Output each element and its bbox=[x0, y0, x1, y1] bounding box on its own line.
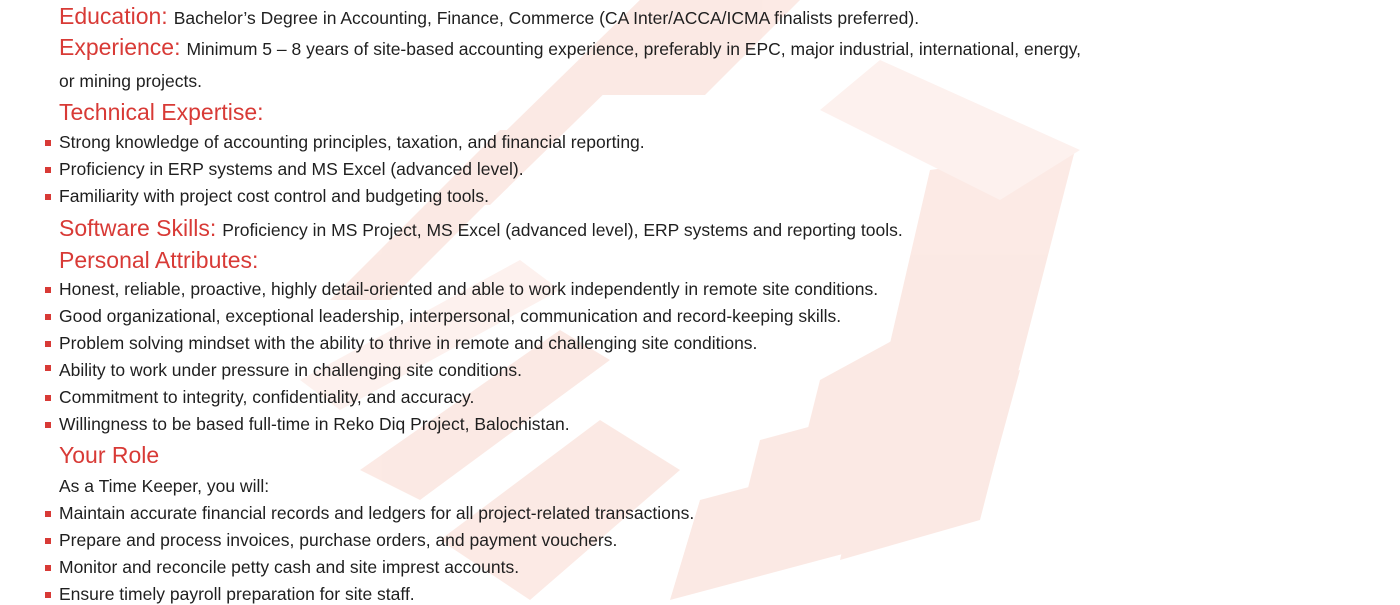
list-item: Honest, reliable, proactive, highly detail-oriented and able to work independently in remote site conditions. bbox=[59, 279, 879, 299]
list-item: Problem solving mindset with the ability to thrive in remote and challenging site conditions. bbox=[59, 333, 758, 353]
list-item: Familiarity with project cost control and budgeting tools. bbox=[59, 186, 489, 206]
education-line bbox=[59, 3, 919, 30]
bullet-marker bbox=[45, 167, 51, 173]
experience-continuation: or mining projects. bbox=[59, 71, 202, 91]
bullet-marker bbox=[45, 287, 51, 293]
experience-text: Minimum 5 – 8 years of site-based accounting experience, preferably in EPC, major industrial, international, energy, bbox=[186, 39, 1082, 59]
bullet-marker bbox=[45, 341, 51, 347]
personal-attributes-heading: Personal Attributes: bbox=[59, 247, 259, 273]
bullet-marker bbox=[45, 592, 51, 598]
software-skills-label: Software Skills: bbox=[59, 215, 217, 241]
software-skills-text: Proficiency in MS Project, MS Excel (advanced level), ERP systems and reporting tools. bbox=[222, 220, 903, 240]
bullet-marker bbox=[45, 538, 51, 544]
technical-expertise-heading: Technical Expertise: bbox=[59, 99, 264, 125]
software-skills-line bbox=[59, 215, 903, 242]
list-item: Good organizational, exceptional leadership, interpersonal, communication and record-keeping skills. bbox=[59, 306, 842, 326]
list-item: Ensure timely payroll preparation for site staff. bbox=[59, 584, 415, 604]
bullet-marker bbox=[45, 422, 51, 428]
list-item: Strong knowledge of accounting principles, taxation, and financial reporting. bbox=[59, 132, 645, 152]
list-item: Ability to work under pressure in challenging site conditions. bbox=[59, 360, 523, 380]
list-item: Willingness to be based full-time in Reko Diq Project, Balochistan. bbox=[59, 414, 570, 434]
list-item: Monitor and reconcile petty cash and site imprest accounts. bbox=[59, 557, 520, 577]
bullet-marker bbox=[45, 395, 51, 401]
bullet-marker bbox=[45, 365, 51, 371]
list-item: Maintain accurate financial records and ledgers for all project-related transactions. bbox=[59, 503, 695, 523]
bullet-marker bbox=[45, 194, 51, 200]
education-text: Bachelor’s Degree in Accounting, Finance, Commerce (CA Inter/ACCA/ICMA finalists preferred). bbox=[173, 8, 920, 28]
bullet-marker bbox=[45, 140, 51, 146]
list-item: Prepare and process invoices, purchase orders, and payment vouchers. bbox=[59, 530, 618, 550]
your-role-heading: Your Role bbox=[59, 442, 160, 468]
list-item: Commitment to integrity, confidentiality, and accuracy. bbox=[59, 387, 475, 407]
experience-label: Experience: bbox=[59, 34, 181, 60]
education-label: Education: bbox=[59, 3, 168, 29]
experience-line bbox=[59, 34, 1081, 61]
your-role-intro: As a Time Keeper, you will: bbox=[59, 476, 270, 496]
list-item: Proficiency in ERP systems and MS Excel (advanced level). bbox=[59, 159, 524, 179]
bullet-marker bbox=[45, 565, 51, 571]
bullet-marker bbox=[45, 314, 51, 320]
bullet-marker bbox=[45, 511, 51, 517]
